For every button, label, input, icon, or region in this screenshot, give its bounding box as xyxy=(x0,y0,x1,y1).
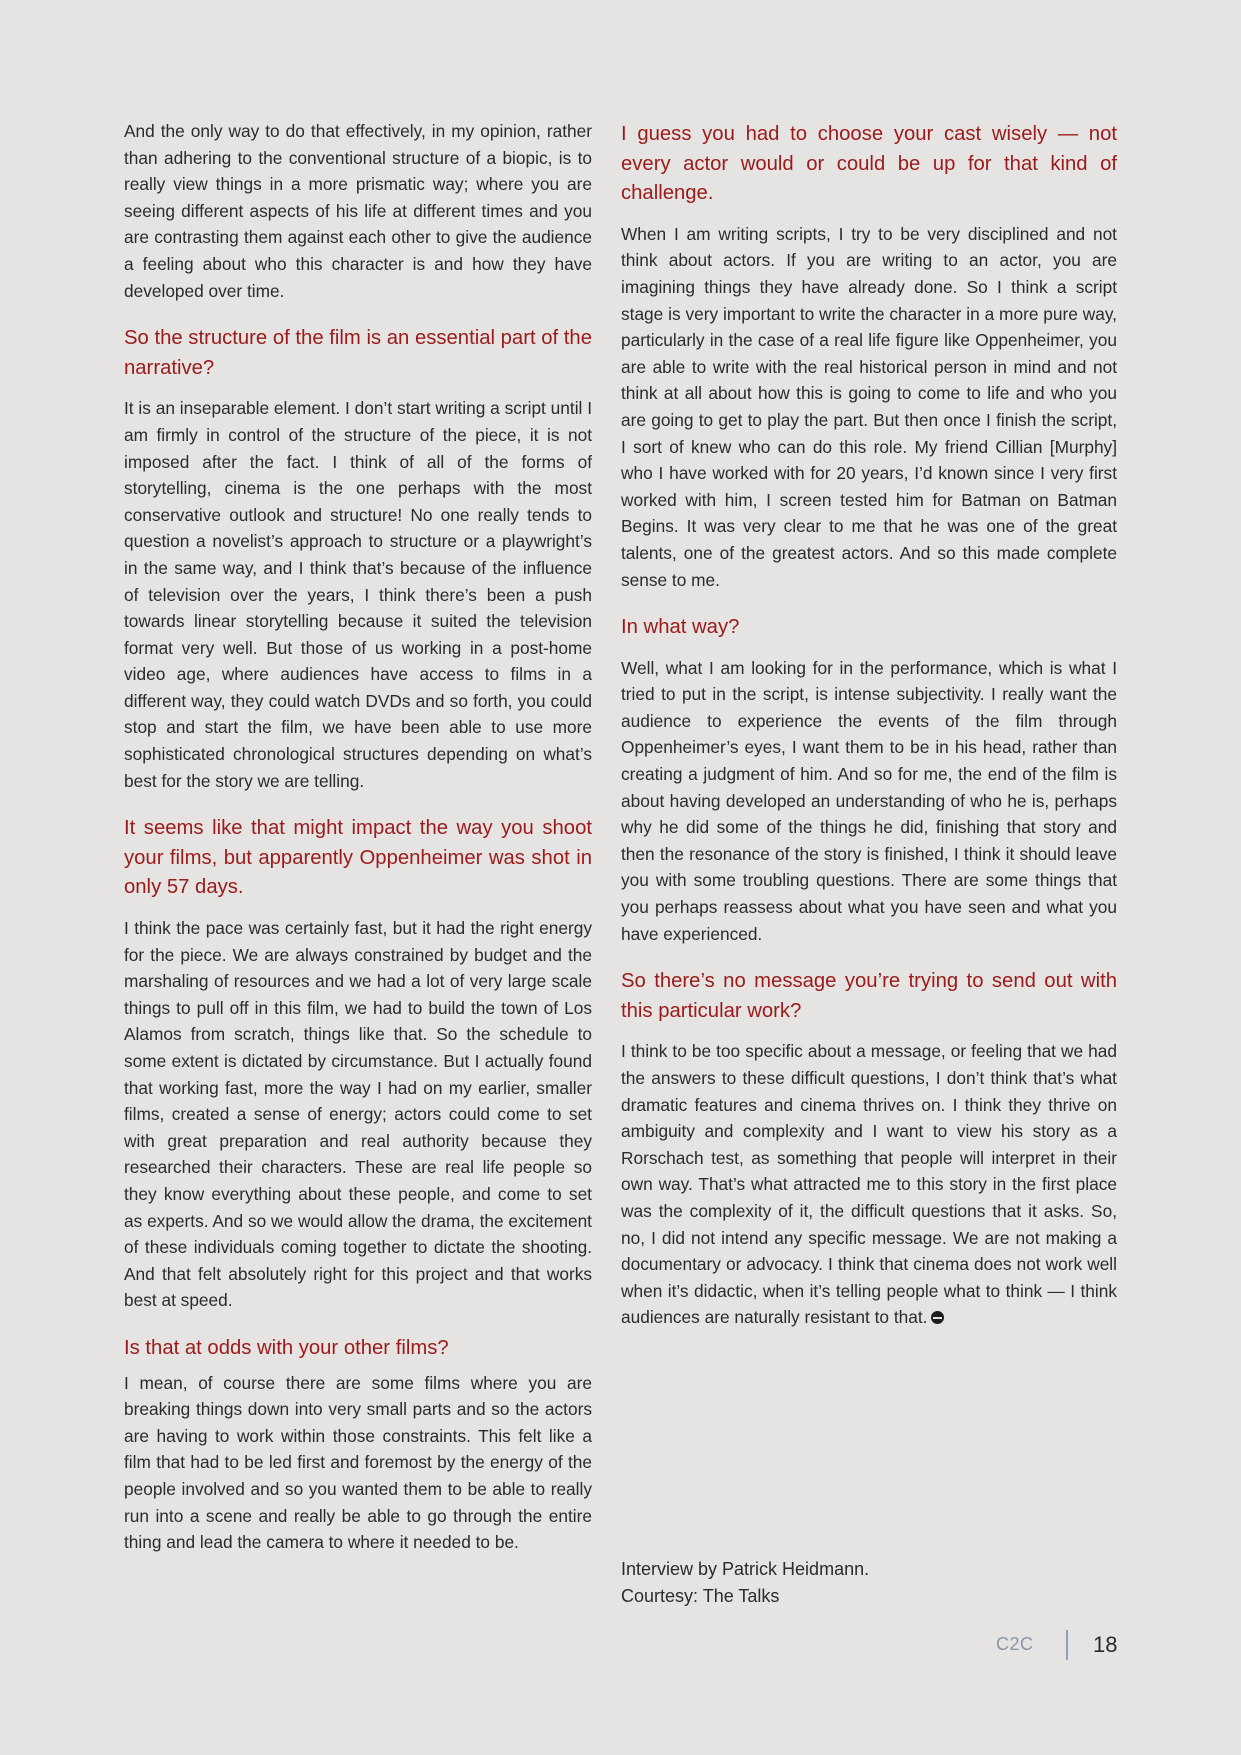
interview-question: It seems like that might impact the way you shoot your films, but apparently Oppenheimer was shot in only 57 days. xyxy=(124,817,592,899)
answer-paragraph: It is an inseparable element. I don’t start writing a script until I am firmly in control of the structure of the piece, it is not imposed after the fact. I think of all of the forms of storytelling, cinema is the one perhaps with the most conservative outlook and structure! No one really tends to question a novelist’s approach to structure or a playwright’s in the same way, and I think that’s because of the influence of television over the years, I think there’s been a push towards linear storytelling because it suited the television format very well. But those of us working in a post-home video age, where audiences have access to films in a different way, they could watch DVDs and so forth, you could stop and start the film, we have been able to use more sophisticated chronological structures depending on what’s best for the story we are telling. xyxy=(124,398,592,791)
footer-brand: C2C xyxy=(996,1634,1034,1654)
answer-paragraph xyxy=(621,1038,1117,1331)
answer-paragraph: And the only way to do that effectively, in my opinion, rather than adhering to the conventional structure of a biopic, is to really view things in a more prismatic way; where you are seeing different aspects of his life at different times and you are contrasting them against each other to give the audience a feeling about who this character is and how they have developed over time. xyxy=(124,121,592,301)
article-credits xyxy=(621,1556,869,1609)
answer-paragraph: Well, what I am looking for in the performance, which is what I tried to put in the script, is intense subjectivity. I really want the audience to experience the events of the film through Oppenheimer’s eyes, I want them to be in his head, rather than creating a judgment of him. And so for me, the end of the film is about having developed an understanding of who he is, perhaps why he did some of the things he did, finishing that story and then the resonance of the story is finished, I think it should leave you with some troubling questions. There are some things that you perhaps reassess about what you have seen and what you have experienced. xyxy=(621,657,1117,944)
right-column xyxy=(621,120,1117,1331)
interview-question: Is that at odds with your other films? xyxy=(124,1336,449,1359)
interview-question: I guess you had to choose your cast wisely — not every actor would or could be up for that kind of challenge. xyxy=(621,123,1117,205)
final-answer-text: I think to be too specific about a message, or feeling that we had the answers to these difficult questions, I don’t think that’s what dramatic features and cinema thrives on. I think they thrive on ambiguity and complexity and I want to view his story as a Rorschach test, as something that people will interpret in their own way. That’s what attracted me to this story in the first place was the complexity of it, the difficult questions that it asks. So, no, I did not intend any specific message. We are not making a documentary or advocacy. I think that cinema does not work well when it’s didactic, when it’s telling people what to think — I think audiences are naturally resistant to that. xyxy=(621,1041,1117,1328)
interview-question: So there’s no message you’re trying to send out with this particular work? xyxy=(621,970,1117,1022)
left-column xyxy=(124,118,592,1556)
courtesy-credit: Courtesy: The Talks xyxy=(621,1585,780,1606)
page-number: 18 xyxy=(1093,1632,1118,1657)
answer-paragraph: When I am writing scripts, I try to be very disciplined and not think about actors. If you are writing to an actor, you are imagining things they have already done. So I think a script stage is very important to write the character in a more pure way, particularly in the case of a real life figure like Oppenheimer, you are able to write with the real historical person in mind and not think at all about how this is going to come to life and who you are going to get to play the part. But then once I finish the script, I sort of knew who can do this role. My friend Cillian [Murphy] who I have worked with for 20 years, I’d known since I very first worked with him, I screen tested him for Batman on Batman Begins. It was very clear to me that he was one of the great talents, one of the greatest actors. And so this made complete sense to me. xyxy=(621,223,1117,590)
end-mark-icon xyxy=(931,1311,944,1324)
interview-question: In what way? xyxy=(621,616,740,639)
answer-paragraph: I think the pace was certainly fast, but it had the right energy for the piece. We are always constrained by budget and the marshaling of resources and we had a lot of very large scale things to pull off in this film, we had to build the town of Los Alamos from scratch, things like that. So the schedule to some extent is dictated by circumstance. But I actually found that working fast, more the way I had on my earlier, smaller films, created a sense of energy; actors could come to set with great preparation and real authority because they researched their characters. These are real life people so they know everything about these people, and come to set as experts. And so we would allow the drama, the excitement of these individuals coming together to dictate the shooting. And that felt absolutely right for this project and that works best at speed. xyxy=(124,918,592,1311)
interviewer-credit: Interview by Patrick Heidmann. xyxy=(621,1559,870,1579)
interview-question: So the structure of the film is an essential part of the narrative? xyxy=(124,327,592,379)
footer-divider xyxy=(1066,1630,1068,1660)
answer-paragraph: I mean, of course there are some films where you are breaking things down into very small parts and so the actors are having to work within those constraints. This felt like a film that had to be led first and foremost by the energy of the people involved and so you wanted them to be able to really run into a scene and really be able to go through the entire thing and lead the camera to where it needed to be. xyxy=(124,1372,592,1553)
